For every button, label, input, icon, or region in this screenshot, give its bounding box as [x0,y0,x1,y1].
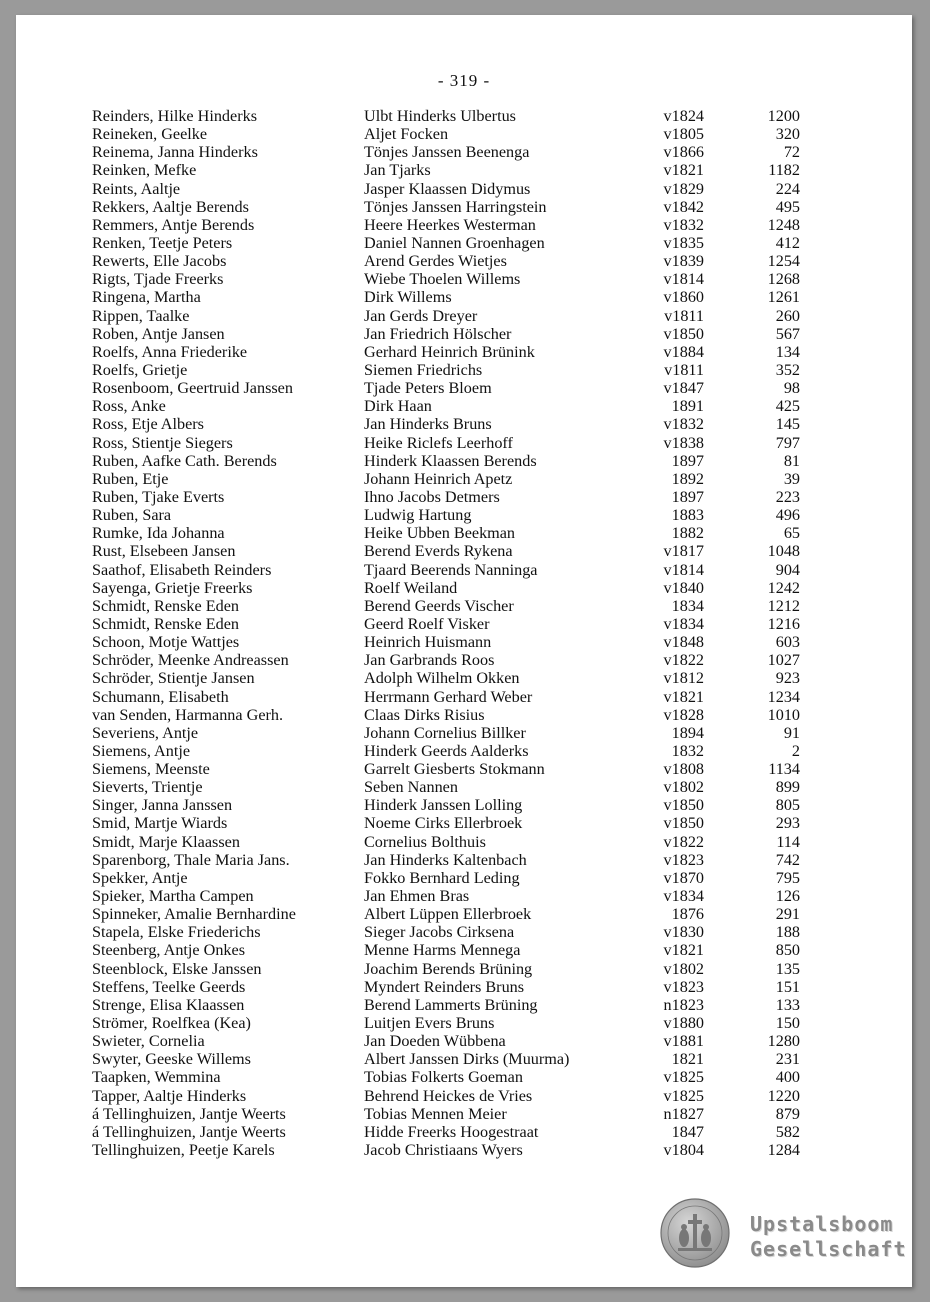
entry-ref-number: 352 [775,360,800,379]
entry-name: Schumann, Elisabeth [92,687,229,706]
entry-spouse: Tönjes Janssen Harringstein [364,197,547,216]
entry-ref-number: 1216 [767,614,800,633]
entry-row [92,542,832,560]
entry-year: 1897 [671,487,704,506]
entry-year: v1832 [663,415,704,434]
entry-ref-number: 412 [775,233,800,252]
entry-year: v1805 [663,125,704,144]
entry-year: v1847 [663,379,704,398]
entry-ref-number: 1048 [767,542,800,561]
entry-row [92,851,832,869]
entry-year: n1827 [663,1104,704,1123]
entry-ref-number: 145 [775,415,800,434]
entry-row [92,742,832,760]
entry-name: Rewerts, Elle Jacobs [92,252,227,271]
entry-name: Smidt, Marje Klaassen [92,832,240,851]
entry-name: á Tellinghuizen, Jantje Weerts [92,1122,286,1141]
entry-year: 1876 [671,905,704,924]
entry-year: v1850 [663,814,704,833]
entry-spouse: Geerd Roelf Visker [364,614,490,633]
entry-year: v1812 [663,669,704,688]
entry-row [92,524,832,542]
entry-name: Severiens, Antje [92,723,199,742]
entry-ref-number: 879 [775,1104,800,1123]
seal-emblem-icon [660,1198,730,1268]
entry-ref-number: 320 [775,125,800,144]
entry-ref-number: 1134 [768,760,800,779]
entry-name: Sparenborg, Thale Maria Jans. [92,850,290,869]
entry-spouse: Tjaard Beerends Nanninga [364,560,538,579]
entry-row [92,669,832,687]
entry-ref-number: 795 [775,868,800,887]
entry-ref-number: 224 [775,179,800,198]
entry-ref-number: 923 [775,669,800,688]
entry-row [92,1068,832,1086]
entry-row [92,288,832,306]
entry-row [92,198,832,216]
entry-spouse: Wiebe Thoelen Willems [364,270,521,289]
entry-ref-number: 1284 [767,1141,800,1160]
entry-spouse: Hidde Freerks Hoogestraat [364,1122,539,1141]
entry-ref-number: 150 [775,1014,800,1033]
entry-ref-number: 293 [775,814,800,833]
logo-line-1: Upstalsboom [750,1212,894,1236]
entry-ref-number: 1182 [768,161,800,180]
entry-name: Swieter, Cornelia [92,1032,205,1051]
entry-row [92,307,832,325]
entry-name: Steenblock, Elske Janssen [92,959,262,978]
entry-ref-number: 742 [775,850,800,869]
entry-year: 1821 [671,1050,704,1069]
entry-name: Spekker, Antje [92,868,188,887]
entry-ref-number: 223 [775,487,800,506]
entry-name: Rust, Elsebeen Jansen [92,542,236,561]
entry-name: Ruben, Aafke Cath. Berends [92,451,277,470]
entry-spouse: Tobias Folkerts Goeman [364,1068,523,1087]
entry-ref-number: 126 [775,887,800,906]
entry-spouse: Johann Cornelius Billker [364,723,526,742]
entry-year: v1823 [663,977,704,996]
logo-line-2: Gesellschaft [750,1237,907,1261]
entry-year: v1825 [663,1086,704,1105]
entry-list [92,107,832,1159]
entry-row [92,270,832,288]
entry-ref-number: 603 [775,633,800,652]
entry-year: 1834 [671,596,704,615]
entry-name: Schröder, Meenke Andreassen [92,651,289,670]
entry-spouse: Berend Everds Rykena [364,542,513,561]
entry-row [92,107,832,125]
entry-spouse: Noeme Cirks Ellerbroek [364,814,523,833]
entry-ref-number: 231 [775,1050,800,1069]
entry-year: v1835 [663,233,704,252]
entry-year: v1824 [663,107,704,125]
entry-row [92,1105,832,1123]
entry-row [92,923,832,941]
entry-spouse: Jan Gerds Dreyer [364,306,478,325]
entry-spouse: Berend Geerds Vischer [364,596,514,615]
entry-ref-number: 133 [775,995,800,1014]
publisher-logo [660,1198,907,1270]
entry-spouse: Berend Lammerts Brüning [364,995,538,1014]
entry-row [92,488,832,506]
entry-year: v1817 [663,542,704,561]
entry-spouse: Tjade Peters Bloem [364,379,492,398]
entry-year: v1822 [663,651,704,670]
entry-spouse: Tobias Mennen Meier [364,1104,507,1123]
entry-ref-number: 291 [775,905,800,924]
entry-name: á Tellinghuizen, Jantje Weerts [92,1104,286,1123]
entry-row [92,796,832,814]
entry-year: 1883 [671,506,704,525]
entry-row [92,325,832,343]
entry-row [92,833,832,851]
entry-name: Roben, Antje Jansen [92,324,225,343]
entry-ref-number: 567 [775,324,800,343]
entry-ref-number: 98 [783,379,800,398]
entry-spouse: Hinderk Janssen Lolling [364,796,523,815]
entry-year: v1834 [663,614,704,633]
entry-row [92,615,832,633]
entry-name: Ruben, Sara [92,506,172,525]
entry-ref-number: 1200 [767,107,800,125]
entry-name: Sayenga, Grietje Freerks [92,578,253,597]
entry-name: Strenge, Elisa Klaassen [92,995,245,1014]
entry-spouse: Jan Friedrich Hölscher [364,324,512,343]
entry-row [92,887,832,905]
entry-year: v1804 [663,1141,704,1160]
entry-ref-number: 904 [775,560,800,579]
entry-ref-number: 1268 [767,270,800,289]
entry-spouse: Cornelius Bolthuis [364,832,486,851]
entry-row [92,470,832,488]
entry-year: n1823 [663,995,704,1014]
entry-year: v1821 [663,687,704,706]
entry-spouse: Ulbt Hinderks Ulbertus [364,107,516,125]
entry-year: v1838 [663,433,704,452]
entry-row [92,452,832,470]
entry-row [92,996,832,1014]
entry-name: Ringena, Martha [92,288,201,307]
entry-name: Singer, Janna Janssen [92,796,233,815]
entry-row [92,1050,832,1068]
entry-year: 1894 [671,723,704,742]
entry-name: Rigts, Tjade Freerks [92,270,224,289]
entry-name: Reints, Aaltje [92,179,181,198]
entry-year: v1814 [663,560,704,579]
entry-row [92,706,832,724]
entry-name: Ross, Etje Albers [92,415,204,434]
entry-ref-number: 65 [783,524,800,543]
entry-ref-number: 797 [775,433,800,452]
entry-ref-number: 91 [783,723,800,742]
entry-spouse: Seben Nannen [364,778,458,797]
entry-year: v1850 [663,796,704,815]
entry-spouse: Dirk Willems [364,288,452,307]
entry-name: Spinneker, Amalie Bernhardine [92,905,296,924]
entry-year: v1828 [663,705,704,724]
entry-row [92,688,832,706]
entry-name: Roelfs, Grietje [92,360,188,379]
entry-row [92,760,832,778]
entry-row [92,252,832,270]
entry-ref-number: 582 [775,1122,800,1141]
entry-row [92,343,832,361]
entry-spouse: Jasper Klaassen Didymus [364,179,531,198]
entry-ref-number: 1212 [767,596,800,615]
entry-year: v1822 [663,832,704,851]
entry-name: Ruben, Etje [92,469,169,488]
entry-name: Roelfs, Anna Friederike [92,342,248,361]
entry-spouse: Herrmann Gerhard Weber [364,687,533,706]
entry-spouse: Adolph Wilhelm Okken [364,669,520,688]
entry-row [92,379,832,397]
entry-name: Reinders, Hilke Hinderks [92,107,257,125]
entry-row [92,415,832,433]
entry-ref-number: 495 [775,197,800,216]
entry-ref-number: 1248 [767,215,800,234]
entry-row [92,180,832,198]
entry-ref-number: 805 [775,796,800,815]
entry-name: Rippen, Taalke [92,306,190,325]
entry-spouse: Menne Harms Mennega [364,941,521,960]
entry-name: Remmers, Antje Berends [92,215,255,234]
entry-year: v1814 [663,270,704,289]
entry-year: 1897 [671,451,704,470]
entry-spouse: Jan Tjarks [364,161,431,180]
entry-row [92,561,832,579]
entry-ref-number: 1010 [767,705,800,724]
entry-ref-number: 1280 [767,1032,800,1051]
entry-ref-number: 1027 [767,651,800,670]
entry-row [92,506,832,524]
entry-spouse: Daniel Nannen Groenhagen [364,233,545,252]
entry-name: Ross, Stientje Siegers [92,433,233,452]
entry-name: Rumke, Ida Johanna [92,524,225,543]
entry-name: Siemens, Antje [92,741,191,760]
entry-year: 1847 [671,1122,704,1141]
entry-name: Tellinghuizen, Peetje Karels [92,1141,275,1160]
entry-year: v1842 [663,197,704,216]
entry-year: v1880 [663,1014,704,1033]
entry-spouse: Heinrich Huismann [364,633,492,652]
entry-spouse: Fokko Bernhard Leding [364,868,520,887]
entry-year: v1866 [663,143,704,162]
entry-spouse: Jan Hinderks Kaltenbach [364,850,527,869]
entry-spouse: Jan Hinderks Bruns [364,415,492,434]
entry-ref-number: 850 [775,941,800,960]
entry-row [92,1014,832,1032]
entry-row [92,397,832,415]
entry-name: Ross, Anke [92,397,166,416]
entry-ref-number: 134 [775,342,800,361]
entry-ref-number: 1254 [767,252,800,271]
entry-name: Siemens, Meenste [92,760,210,779]
entry-year: v1821 [663,161,704,180]
entry-year: v1811 [664,360,704,379]
entry-name: Smid, Martje Wiards [92,814,228,833]
entry-year: v1850 [663,324,704,343]
entry-year: 1892 [671,469,704,488]
entry-row [92,597,832,615]
entry-spouse: Ludwig Hartung [364,506,472,525]
entry-year: v1839 [663,252,704,271]
entry-row [92,905,832,923]
entry-ref-number: 400 [775,1068,800,1087]
entry-ref-number: 135 [775,959,800,978]
entry-spouse: Jan Garbrands Roos [364,651,495,670]
entry-name: Steenberg, Antje Onkes [92,941,246,960]
entry-ref-number: 188 [775,923,800,942]
entry-row [92,579,832,597]
entry-name: Sieverts, Trientje [92,778,203,797]
entry-spouse: Arend Gerdes Wietjes [364,252,507,271]
entry-row [92,1087,832,1105]
entry-year: v1884 [663,342,704,361]
entry-ref-number: 1220 [767,1086,800,1105]
entry-name: Rosenboom, Geertruid Janssen [92,379,293,398]
entry-ref-number: 81 [783,451,800,470]
entry-name: Reinken, Mefke [92,161,197,180]
entry-row [92,234,832,252]
entry-name: Schoon, Motje Wattjes [92,633,240,652]
entry-name: Strömer, Roelfkea (Kea) [92,1014,251,1033]
entry-spouse: Roelf Weiland [364,578,458,597]
entry-name: Spieker, Martha Campen [92,887,254,906]
entry-row [92,216,832,234]
entry-ref-number: 72 [783,143,800,162]
entry-row [92,869,832,887]
entry-name: Taapken, Wemmina [92,1068,221,1087]
entry-ref-number: 151 [775,977,800,996]
entry-name: Saathof, Elisabeth Reinders [92,560,272,579]
entry-year: v1860 [663,288,704,307]
entry-name: Rekkers, Aaltje Berends [92,197,249,216]
entry-row [92,651,832,669]
entry-year: v1802 [663,778,704,797]
entry-year: v1870 [663,868,704,887]
entry-spouse: Claas Dirks Risius [364,705,485,724]
entry-spouse: Siemen Friedrichs [364,360,483,379]
entry-spouse: Jacob Christiaans Wyers [364,1141,523,1160]
entry-row [92,161,832,179]
entry-spouse: Heike Ubben Beekman [364,524,516,543]
entry-spouse: Sieger Jacobs Cirksena [364,923,515,942]
entry-spouse: Jan Ehmen Bras [364,887,470,906]
entry-year: v1811 [664,306,704,325]
document-page [16,15,912,1287]
entry-spouse: Behrend Heickes de Vries [364,1086,533,1105]
entry-year: v1840 [663,578,704,597]
entry-year: v1830 [663,923,704,942]
entry-row [92,960,832,978]
entry-row [92,1141,832,1159]
entry-year: v1802 [663,959,704,978]
entry-ref-number: 1261 [767,288,800,307]
entry-year: 1882 [671,524,704,543]
entry-spouse: Dirk Haan [364,397,432,416]
entry-year: 1832 [671,741,704,760]
entry-spouse: Hinderk Klaassen Berends [364,451,537,470]
entry-ref-number: 425 [775,397,800,416]
entry-spouse: Luitjen Evers Bruns [364,1014,495,1033]
entry-spouse: Heere Heerkes Westerman [364,215,536,234]
entry-row [92,1032,832,1050]
entry-row [92,434,832,452]
entry-row [92,978,832,996]
entry-row [92,724,832,742]
entry-spouse: Aljet Focken [364,125,449,144]
entry-spouse: Garrelt Giesberts Stokmann [364,760,545,779]
entry-name: Reinema, Janna Hinderks [92,143,258,162]
entry-spouse: Myndert Reinders Bruns [364,977,525,996]
entry-name: Schmidt, Renske Eden [92,614,240,633]
entry-row [92,814,832,832]
entry-ref-number: 260 [775,306,800,325]
entry-spouse: Ihno Jacobs Detmers [364,487,500,506]
entry-name: Reineken, Geelke [92,125,208,144]
entry-year: v1808 [663,760,704,779]
entry-row [92,778,832,796]
entry-year: v1829 [663,179,704,198]
entry-year: v1832 [663,215,704,234]
entry-name: Ruben, Tjake Everts [92,487,225,506]
entry-spouse: Johann Heinrich Apetz [364,469,513,488]
entry-spouse: Albert Janssen Dirks (Muurma) [364,1050,570,1069]
entry-ref-number: 1242 [767,578,800,597]
entry-row [92,1123,832,1141]
entry-spouse: Hinderk Geerds Aalderks [364,741,529,760]
entry-spouse: Albert Lüppen Ellerbroek [364,905,532,924]
entry-year: 1891 [671,397,704,416]
entry-year: v1825 [663,1068,704,1087]
entry-year: v1821 [663,941,704,960]
entry-spouse: Heike Riclefs Leerhoff [364,433,513,452]
entry-name: Steffens, Teelke Geerds [92,977,246,996]
entry-ref-number: 496 [775,506,800,525]
entry-ref-number: 39 [783,469,800,488]
entry-row [92,125,832,143]
entry-ref-number: 1234 [767,687,800,706]
entry-name: Schmidt, Renske Eden [92,596,240,615]
page-number: - 319 - [437,71,491,90]
entry-name: Tapper, Aaltje Hinderks [92,1086,247,1105]
entry-spouse: Jan Doeden Wübbena [364,1032,506,1051]
entry-ref-number: 2 [791,741,800,760]
entry-name: Renken, Teetje Peters [92,233,233,252]
entry-row [92,361,832,379]
entry-row [92,143,832,161]
entry-year: v1881 [663,1032,704,1051]
entry-name: van Senden, Harmanna Gerh. [92,705,284,724]
entry-name: Swyter, Geeske Willems [92,1050,251,1069]
entry-spouse: Gerhard Heinrich Brünink [364,342,535,361]
entry-row [92,941,832,959]
entry-row [92,633,832,651]
entry-spouse: Tönjes Janssen Beenenga [364,143,530,162]
entry-name: Stapela, Elske Friederichs [92,923,261,942]
entry-ref-number: 899 [775,778,800,797]
entry-year: v1848 [663,633,704,652]
entry-name: Schröder, Stientje Jansen [92,669,255,688]
entry-ref-number: 114 [776,832,800,851]
entry-spouse: Joachim Berends Brüning [364,959,533,978]
entry-year: v1834 [663,887,704,906]
entry-year: v1823 [663,850,704,869]
